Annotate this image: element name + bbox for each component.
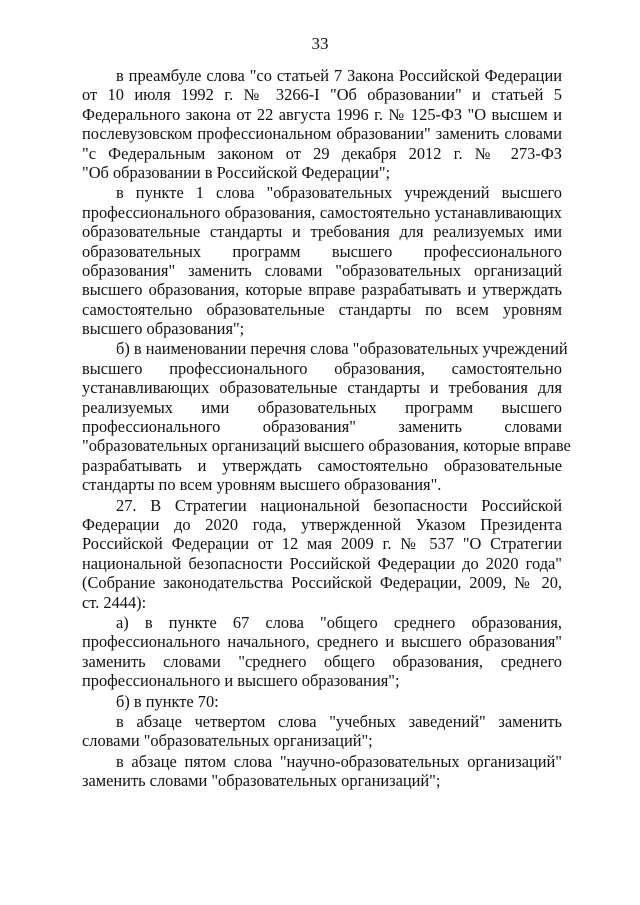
text-line: заменить словами "образовательных организаций"; xyxy=(82,771,441,791)
paragraph xyxy=(82,712,562,751)
text-line: Федерального закона от 22 августа 1996 г. № 125-ФЗ "О высшем и xyxy=(82,104,562,124)
text-line: профессионального начального, среднего и высшего образования" xyxy=(82,632,562,652)
text-line: в абзаце четвертом слова "учебных заведений" заменить xyxy=(116,711,562,731)
text-line: от 10 июля 1992 г. № 3266-I "Об образовании" и статьей 5 xyxy=(82,85,562,105)
paragraph xyxy=(82,613,562,691)
paragraph xyxy=(82,183,562,338)
text-line: (Собрание законодательства Российской Федерации, 2009, № 20, xyxy=(82,573,562,593)
paragraph xyxy=(82,752,562,791)
text-line: "с Федеральным законом от 29 декабря 2012 г. № 273-ФЗ xyxy=(82,143,562,163)
text-line: самостоятельно образовательные стандарты по всем уровням xyxy=(82,299,562,319)
text-line: образовательные стандарты и требования для реализуемых ими xyxy=(82,222,562,242)
text-line: образования" заменить словами "образовательных организаций xyxy=(82,260,562,280)
text-line: Федерации до 2020 года, утвержденной Указом Президента xyxy=(82,514,562,534)
text-line: словами "образовательных организаций"; xyxy=(82,731,373,751)
text-line: разрабатывать и утверждать самостоятельно образовательные xyxy=(82,455,562,475)
paragraph xyxy=(82,66,562,182)
text-line: профессионального образования, самостоятельно устанавливающих xyxy=(82,202,562,222)
text-line: высшего образования, которые вправе разрабатывать и утверждать xyxy=(82,280,562,300)
text-line: реализуемых ими образовательных программ высшего xyxy=(82,397,562,417)
text-line: а) в пункте 67 слова "общего среднего образования, xyxy=(116,612,562,632)
text-line: 27. В Стратегии национальной безопасности Российской xyxy=(116,495,562,515)
text-line: "образовательных организаций высшего образования, которые вправе xyxy=(82,436,571,456)
text-line: б) в наименовании перечня слова "образовательных учреждений xyxy=(116,339,568,359)
text-line: "Об образовании в Российской Федерации"; xyxy=(82,162,391,182)
paragraph xyxy=(82,692,562,711)
page-number: 33 xyxy=(311,34,329,53)
text-line: Российской Федерации от 12 мая 2009 г. № 537 "О Стратегии xyxy=(82,534,562,554)
document-body xyxy=(82,66,571,791)
paragraph xyxy=(82,339,571,495)
text-line: профессионального и высшего образования"; xyxy=(82,671,400,691)
paragraph xyxy=(82,496,562,612)
text-line: высшего профессионального образования, самостоятельно xyxy=(82,358,562,378)
text-line: б) в пункте 70: xyxy=(116,691,219,711)
text-line: в абзаце пятом слова "научно-образовательных организаций" xyxy=(116,751,562,771)
text-line: профессионального образования" заменить словами xyxy=(82,417,562,437)
text-line: стандарты по всем уровням высшего образования". xyxy=(82,475,442,495)
text-line: устанавливающих образовательные стандарты и требования для xyxy=(82,378,562,398)
text-line: в преамбуле слова "со статьей 7 Закона Российской Федерации xyxy=(116,66,562,85)
text-line: национальной безопасности Российской Федерации до 2020 года" xyxy=(82,553,562,573)
text-line: высшего образования"; xyxy=(82,319,245,339)
text-line: ст. 2444): xyxy=(82,592,147,612)
text-line: образовательных программ высшего профессионального xyxy=(82,241,562,261)
text-line: заменить словами "среднего общего образования, среднего xyxy=(82,651,562,671)
text-line: в пункте 1 слова "образовательных учреждений высшего xyxy=(116,183,562,203)
text-line: послевузовском профессиональном образовании" заменить словами xyxy=(82,124,562,144)
